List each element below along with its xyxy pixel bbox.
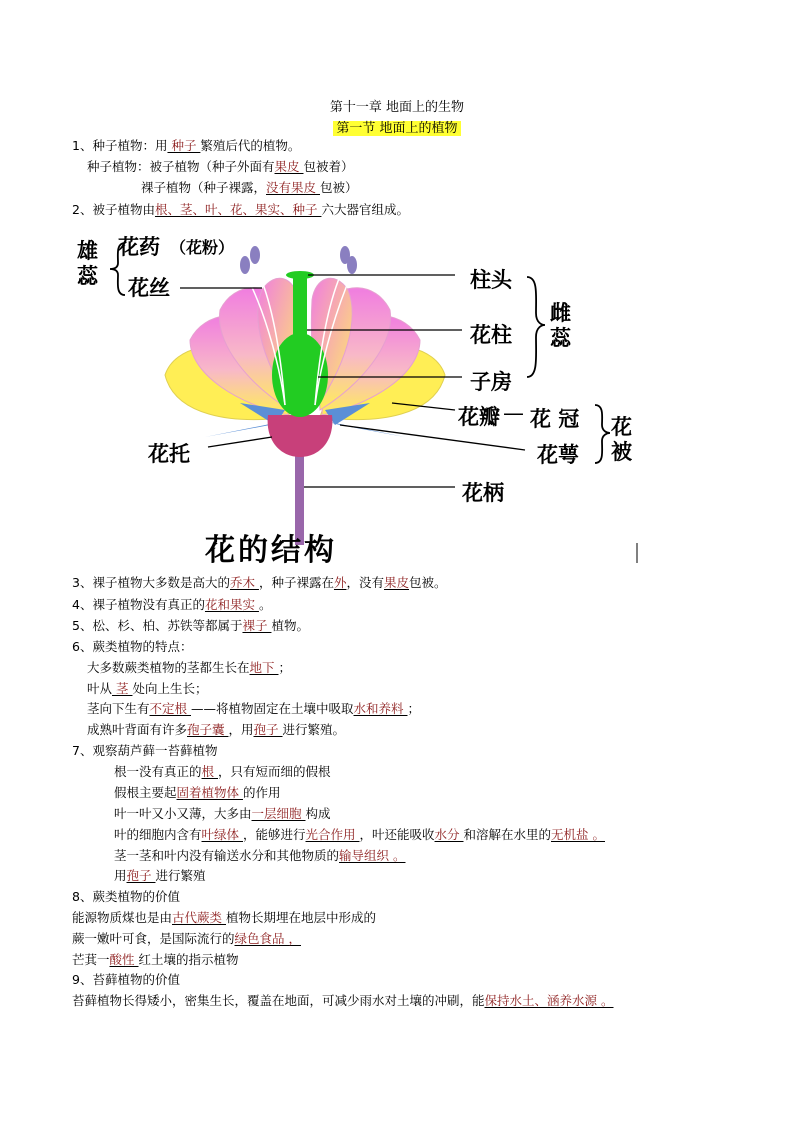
section-title: 第一节 地面上的植物 (333, 121, 460, 136)
text: 用 (114, 868, 127, 883)
line-4 (72, 201, 409, 219)
text: 3、裸子植物大多数是高大的 (72, 575, 230, 590)
line-21 (72, 909, 376, 927)
brace-cirui (527, 277, 545, 377)
text: 大多数蕨类植物的茎都生长在 (87, 660, 250, 675)
answer: 孢子 (126, 868, 156, 883)
receptacle (268, 415, 333, 457)
label-huae: 花萼 (537, 443, 579, 467)
text: 6、蕨类植物的特点： (72, 639, 193, 654)
text: 假根主要起 (114, 785, 177, 800)
answer: 根、茎、叶、花、果实、种子 (154, 202, 322, 217)
answer: 地下 (249, 660, 279, 675)
text: ，叶还能吸收 (359, 827, 435, 842)
answer: 固着植物体 (176, 785, 243, 800)
text: 植物长期埋在地层中形成的 (226, 910, 377, 925)
line-20 (72, 888, 180, 906)
label-huabei: 花 被 (611, 415, 632, 464)
section-title-wrap (0, 117, 794, 136)
text: ，没有 (346, 575, 384, 590)
answer: 果皮 (274, 159, 304, 174)
line-5 (72, 574, 447, 592)
label-huazhu: 花柱 (470, 323, 512, 347)
line-14 (114, 763, 331, 781)
text: ，只有短而细的假根 (218, 764, 331, 779)
label-zifang: 子房 (470, 370, 512, 394)
text: 能源物质煤也是由 (72, 910, 173, 925)
label-xiongrui: 雄 蕊 (77, 239, 98, 288)
text: 处向上生长； (132, 681, 208, 696)
answer: 无机盐 。 (551, 827, 605, 842)
label-huasi: 花丝 (128, 276, 170, 300)
label-zhutou: 柱头 (470, 268, 512, 292)
answer: 水和养料 (353, 701, 408, 716)
text: 六大器官组成。 (321, 202, 409, 217)
text: 和溶解在水里的 (463, 827, 552, 842)
text: 叶一叶又小又薄，大多由 (114, 806, 252, 821)
text: 茎一茎和叶内没有输送水分和其他物质的 (114, 848, 340, 863)
text: ，用 (228, 722, 254, 737)
line-24 (72, 971, 180, 989)
text: 蕨一嫩叶可食，是国际流行的 (72, 931, 235, 946)
text: 繁殖后代的植物。 (200, 138, 301, 153)
flower-diagram: 雄 蕊 花药 （花粉） 花丝 柱头 花柱 子房 雌 蕊 花瓣 — 花 冠 花萼 花 被 花托 花柄 花的结构 (0, 225, 794, 575)
text: 包被） (320, 180, 358, 195)
text: 叶从 (87, 681, 113, 696)
text: 9、苔藓植物的价值 (72, 972, 180, 987)
answer: 根 (201, 764, 218, 779)
answer: 保持水土、涵养水源 。 (484, 993, 614, 1008)
chapter-title: 第十一章 地面上的生物 (329, 100, 465, 115)
text: 裸子植物（种子裸露， (141, 180, 267, 195)
answer: 果皮 (384, 575, 410, 590)
text: 根一没有真正的 (114, 764, 202, 779)
label-huatuo: 花托 (148, 442, 190, 466)
answer: 花和果实 (204, 597, 259, 612)
anther (250, 246, 260, 264)
line-12 (87, 721, 345, 739)
answer: 输导组织 。 (339, 848, 406, 863)
line-15 (114, 784, 281, 802)
text: 包被着） (303, 159, 354, 174)
label-huabing: 花柄 (462, 481, 504, 505)
text: 茎向下生有 (87, 701, 150, 716)
line-1 (72, 137, 300, 155)
text: 2、被子植物由 (72, 202, 155, 217)
line-23 (72, 951, 239, 969)
answer: 种子 (167, 138, 201, 153)
answer: 古代蕨类 (172, 910, 226, 925)
answer: 孢子囊 (187, 722, 229, 737)
text: 苔藓植物长得矮小，密集生长，覆盖在地面，可减少雨水对土壤的冲刷，能 (72, 993, 485, 1008)
text: 进行繁殖。 (282, 722, 346, 737)
brace-huabei (595, 405, 610, 463)
answer: 不定根 (149, 701, 191, 716)
line-9 (87, 659, 291, 677)
answer: 茎 (112, 681, 133, 696)
line-19 (114, 867, 206, 885)
label-huaguan: 花 冠 (530, 407, 580, 431)
line-13 (72, 742, 217, 760)
answer: 叶绿体 (201, 827, 243, 842)
line-17 (114, 826, 605, 844)
line-22 (72, 930, 301, 948)
text: 芒萁一 (72, 952, 110, 967)
diagram-title: 花的结构 (205, 533, 337, 568)
label-cirui: 雌 蕊 (550, 301, 571, 350)
answer: 裸子 (242, 618, 272, 633)
anther (240, 256, 250, 274)
text: 。 (258, 597, 272, 612)
line-8 (72, 638, 192, 656)
answer: 光合作用 (305, 827, 360, 842)
flower-illustration (0, 225, 794, 575)
answer: 没有果皮 (266, 180, 320, 195)
line-6 (72, 596, 271, 614)
text: 包被。 (409, 575, 447, 590)
text: 叶的细胞内含有 (114, 827, 202, 842)
line-11 (87, 700, 420, 718)
text: 8、蕨类植物的价值 (72, 889, 180, 904)
answer: 孢子 (253, 722, 283, 737)
style-column (293, 275, 307, 365)
line-7 (72, 617, 309, 635)
line-3 (141, 179, 358, 197)
text: ，能够进行 (243, 827, 306, 842)
text: 种子植物：被子植物（种子外面有 (87, 159, 275, 174)
line-25 (72, 992, 614, 1010)
text: 的作用 (243, 785, 281, 800)
line-10 (87, 680, 207, 698)
anther (347, 256, 357, 274)
text: 植物。 (271, 618, 309, 633)
label-huafen: （花粉） (170, 238, 235, 257)
label-huaban: 花瓣 (458, 405, 500, 429)
text: 成熟叶背面有许多 (87, 722, 188, 737)
text: ； (278, 660, 292, 675)
answer: 绿色食品 ， (234, 931, 301, 946)
text: ； (407, 701, 421, 716)
text: 进行繁殖 (155, 868, 206, 883)
answer: 外 (333, 575, 347, 590)
text: 5、松、杉、柏、苏铁等都属于 (72, 618, 243, 633)
line-16 (114, 805, 331, 823)
text: 红土壤的指示植物 (138, 952, 239, 967)
answer: 酸性 (109, 952, 139, 967)
text: ——将植物固定在土壤中吸取 (191, 701, 354, 716)
answer: 乔木 (229, 575, 259, 590)
answer: 水分 (434, 827, 464, 842)
text: 1、种子植物：用 (72, 138, 168, 153)
label-huayao: 花药 (118, 235, 160, 259)
text: 构成 (305, 806, 331, 821)
answer: 一层细胞 (251, 806, 306, 821)
line-18 (114, 847, 406, 865)
text: 4、裸子植物没有真正的 (72, 597, 205, 612)
pointer-huatuo (208, 437, 272, 447)
line-2 (87, 158, 354, 176)
text: ，种子裸露在 (258, 575, 334, 590)
text: 7、观察葫芦藓一苔藓植物 (72, 743, 218, 758)
